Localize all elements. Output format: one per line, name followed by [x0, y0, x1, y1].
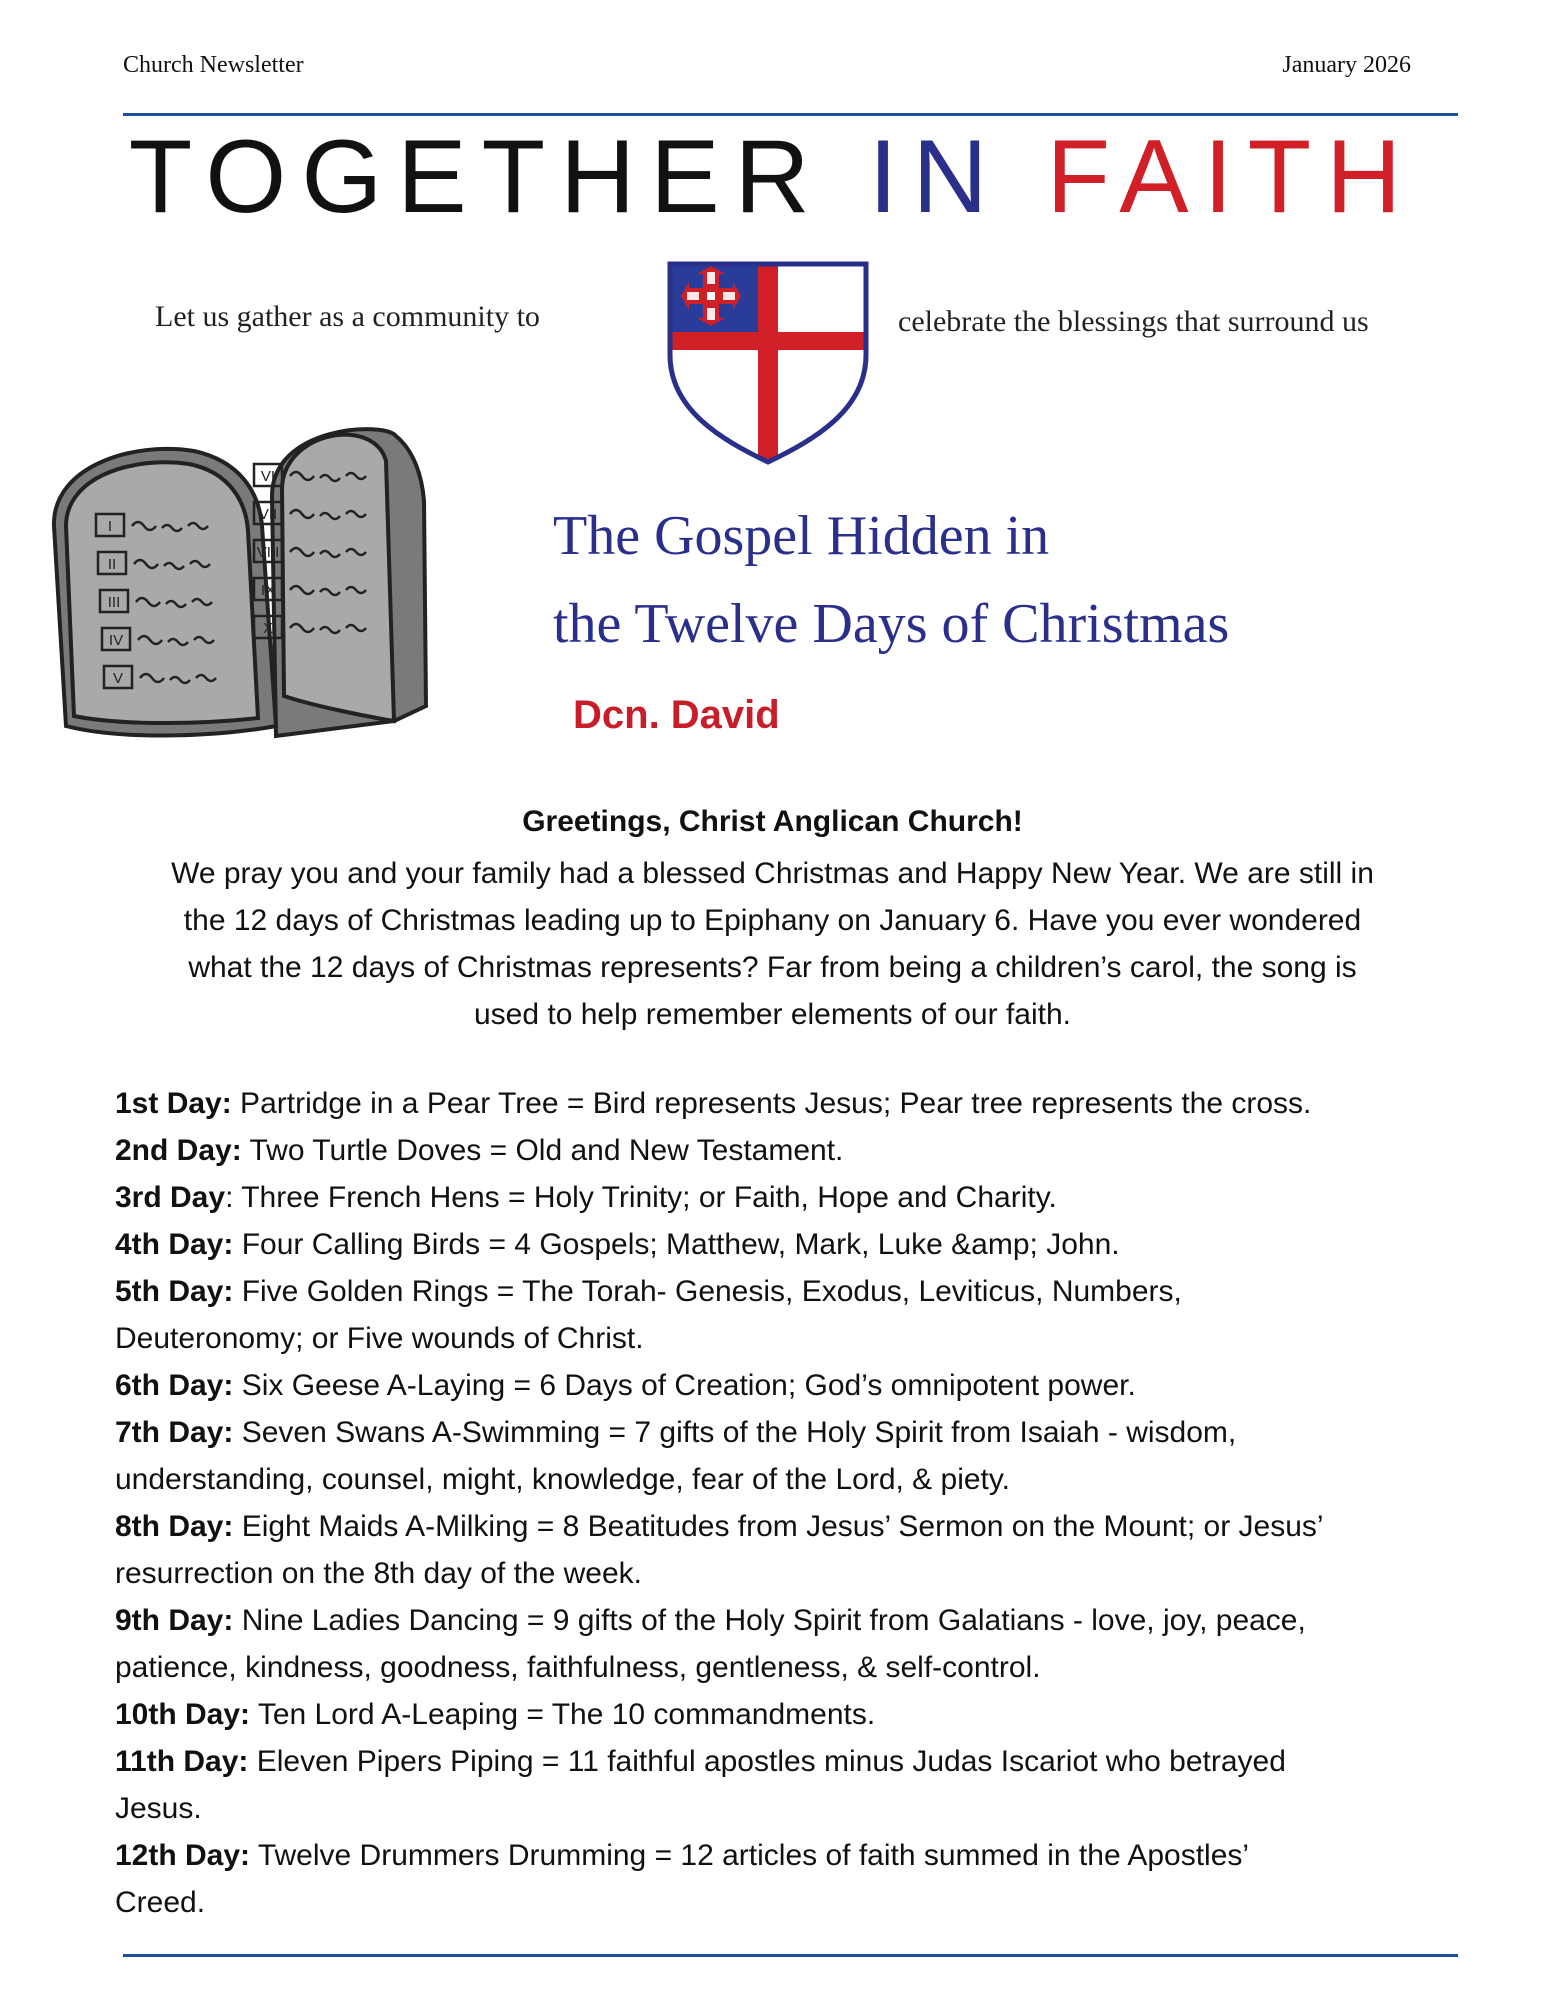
day-entry — [115, 1127, 1435, 1174]
day-entry-line — [115, 1315, 1435, 1362]
day-entry-line — [115, 1080, 1435, 1127]
day-text: Partridge in a Pear Tree = Bird represents Jesus; Pear tree represents the cross. — [231, 1087, 1312, 1120]
intro-line: used to help remember elements of our faith. — [474, 998, 1071, 1031]
day-entry-line — [115, 1409, 1435, 1456]
day-entry-line — [115, 1832, 1435, 1879]
day-label: 8th Day: — [115, 1510, 234, 1543]
day-text: Deuteronomy; or Five wounds of Christ. — [115, 1322, 644, 1355]
day-label: 6th Day: — [115, 1369, 234, 1402]
day-text: resurrection on the 8th day of the week. — [115, 1557, 642, 1590]
day-entry-line — [115, 1691, 1435, 1738]
day-text: Four Calling Birds = 4 Gospels; Matthew, Mark, Luke &amp; John. — [233, 1228, 1120, 1261]
intro-line: the 12 days of Christmas leading up to Epiphany on January 6. Have you ever wondered — [183, 904, 1362, 937]
tablet-numeral: IV — [108, 632, 124, 649]
day-label: 2nd Day: — [115, 1134, 242, 1167]
day-entry — [115, 1268, 1435, 1362]
day-text: Jesus. — [115, 1792, 202, 1825]
greeting-heading: Greetings, Christ Anglican Church! — [522, 805, 1023, 838]
day-label: 1st Day: — [115, 1087, 232, 1120]
day-entry-line — [115, 1362, 1435, 1409]
tablet-numeral: VII — [258, 506, 278, 523]
day-text: Eight Maids A-Milking = 8 Beatitudes from Jesus’ Sermon on the Mount; or Jesus’ — [233, 1510, 1324, 1543]
day-label: 5th Day: — [115, 1275, 234, 1308]
day-text: Creed. — [115, 1886, 206, 1919]
bottom-divider — [123, 1954, 1458, 1957]
day-entry-line — [115, 1738, 1435, 1785]
day-entry-line — [115, 1268, 1435, 1315]
day-entry-line — [115, 1879, 1435, 1926]
day-text: Seven Swans A-Swimming = 7 gifts of the Holy Spirit from Isaiah - wisdom, — [233, 1416, 1237, 1449]
episcopal-shield-icon — [664, 260, 872, 465]
day-entry — [115, 1691, 1435, 1738]
day-entry-line — [115, 1503, 1435, 1550]
day-entry — [115, 1362, 1435, 1409]
article-title-line: The Gospel Hidden in — [553, 505, 1050, 567]
day-label: 3rd Day — [115, 1181, 226, 1214]
tagline-left: Let us gather as a community to — [155, 300, 540, 333]
tablet-numeral: I — [107, 518, 113, 535]
masthead-word-in: IN — [868, 119, 1003, 235]
tablet-numeral: III — [107, 594, 121, 611]
day-label: 7th Day: — [115, 1416, 234, 1449]
day-text: patience, kindness, goodness, faithfulness, gentleness, & self-control. — [115, 1651, 1041, 1684]
day-entry-line — [115, 1550, 1435, 1597]
masthead-word-together: TOGETHER — [128, 119, 825, 235]
day-entry-line — [115, 1785, 1435, 1832]
day-entry-line — [115, 1127, 1435, 1174]
day-label: 10th Day: — [115, 1698, 251, 1731]
masthead-title — [0, 119, 1545, 235]
issue-date: January 2026 — [1282, 52, 1411, 78]
day-text: Twelve Drummers Drumming = 12 articles of faith summed in the Apostles’ — [250, 1839, 1250, 1872]
top-divider — [123, 113, 1458, 116]
tablet-numeral: V — [112, 670, 124, 687]
intro-paragraph — [110, 850, 1435, 1038]
day-text: Ten Lord A-Leaping = The 10 commandments. — [250, 1698, 876, 1731]
day-text: Six Geese A-Laying = 6 Days of Creation; God’s omnipotent power. — [233, 1369, 1136, 1402]
article-title-line: the Twelve Days of Christmas — [553, 593, 1230, 655]
day-entry-line — [115, 1597, 1435, 1644]
day-text: : Three French Hens = Holy Trinity; or Faith, Hope and Charity. — [225, 1181, 1057, 1214]
tablet-numeral: X — [262, 620, 274, 637]
intro-line: We pray you and your family had a blessed Christmas and Happy New Year. We are still in — [171, 857, 1374, 890]
ten-commandments-tablets-icon — [44, 406, 498, 746]
day-text: Two Turtle Doves = Old and New Testament. — [241, 1134, 844, 1167]
newsletter-label: Church Newsletter — [123, 52, 304, 78]
article-title — [553, 492, 1229, 668]
day-text: Eleven Pipers Piping = 11 faithful apostles minus Judas Iscariot who betrayed — [248, 1745, 1286, 1778]
intro-line: what the 12 days of Christmas represents? Far from being a children’s carol, the song is — [188, 951, 1357, 984]
day-text: Five Golden Rings = The Torah- Genesis, Exodus, Leviticus, Numbers, — [233, 1275, 1182, 1308]
day-text: understanding, counsel, might, knowledge, fear of the Lord, & piety. — [115, 1463, 1010, 1496]
tagline-right: celebrate the blessings that surround us — [898, 305, 1369, 338]
masthead-word-faith: FAITH — [1046, 119, 1417, 235]
twelve-days-list — [115, 1080, 1435, 1926]
tablet-numeral: VI — [260, 468, 276, 485]
day-label: 9th Day: — [115, 1604, 234, 1637]
day-entry-line — [115, 1456, 1435, 1503]
day-entry-line — [115, 1644, 1435, 1691]
day-entry — [115, 1080, 1435, 1127]
day-entry — [115, 1409, 1435, 1503]
day-entry — [115, 1174, 1435, 1221]
day-entry — [115, 1597, 1435, 1691]
day-label: 12th Day: — [115, 1839, 251, 1872]
day-label: 11th Day: — [115, 1745, 249, 1778]
day-entry-line — [115, 1174, 1435, 1221]
day-text: Nine Ladies Dancing = 9 gifts of the Holy Spirit from Galatians - love, joy, peace, — [233, 1604, 1306, 1637]
day-entry — [115, 1738, 1435, 1832]
article-author: Dcn. David — [573, 693, 780, 737]
day-entry-line — [115, 1221, 1435, 1268]
day-entry — [115, 1832, 1435, 1926]
tablet-numeral: VIII — [256, 544, 280, 561]
day-entry — [115, 1503, 1435, 1597]
day-label: 4th Day: — [115, 1228, 234, 1261]
tablet-numeral: II — [107, 556, 117, 573]
tablet-numeral: IX — [260, 582, 276, 599]
day-entry — [115, 1221, 1435, 1268]
